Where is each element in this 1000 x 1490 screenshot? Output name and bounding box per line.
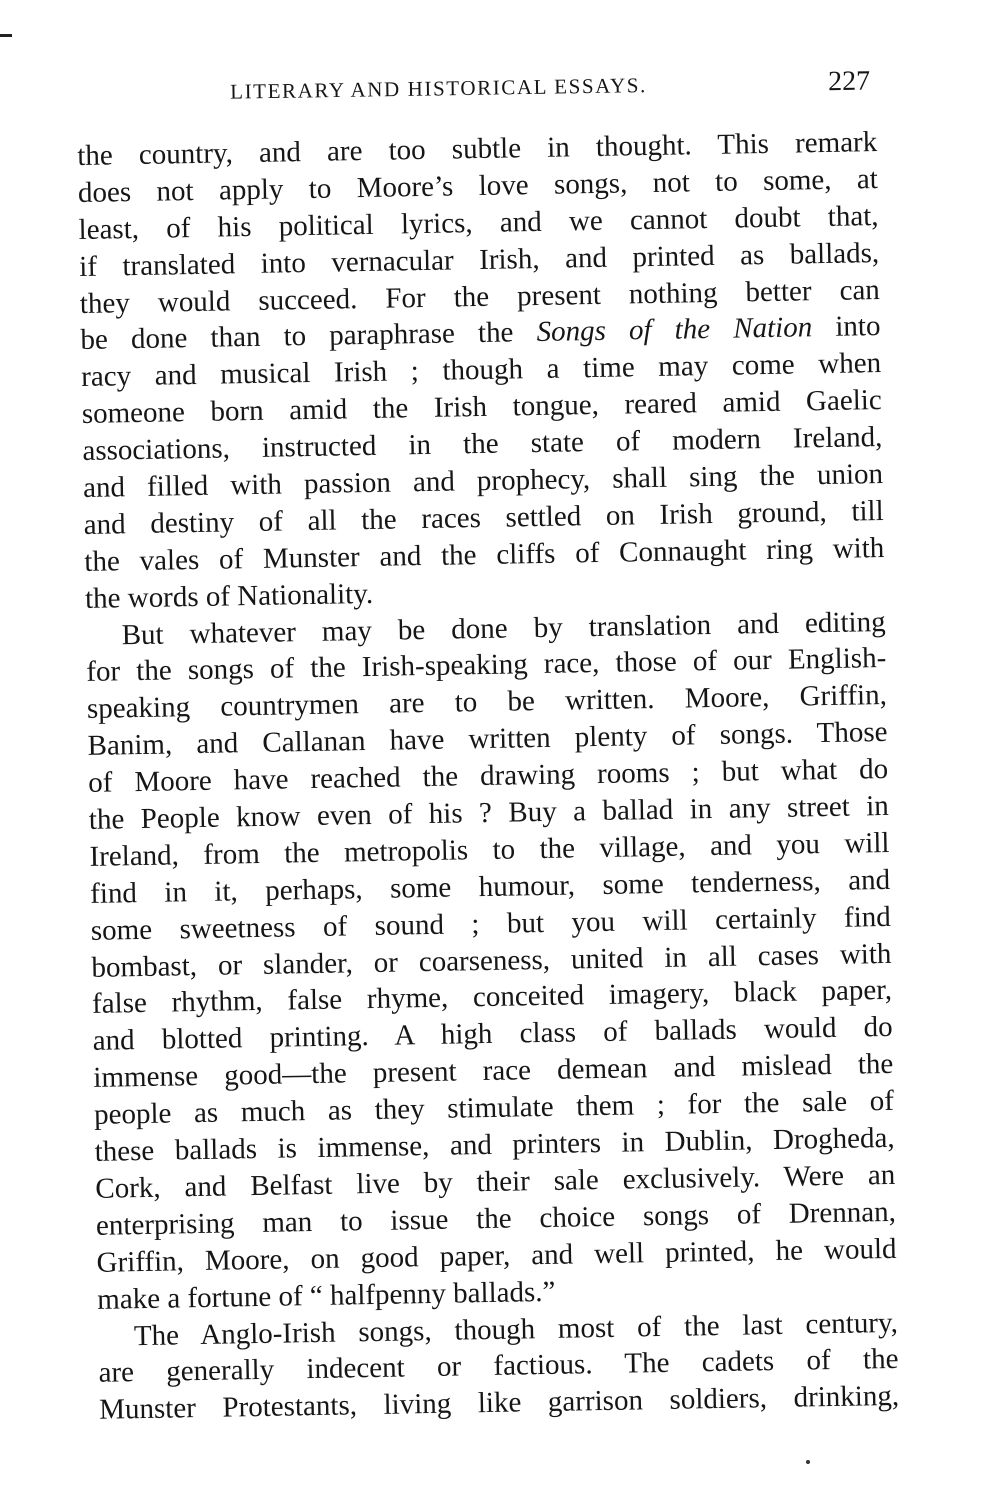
text-line: the People know even of his ? Buy a ballad in any street in [88,789,890,836]
page-number: 227 [827,65,871,98]
page-header [80,65,881,122]
line-text: be done than to paraphrase the [80,316,537,357]
running-title: LITERARY AND HISTORICAL ESSAYS. [229,73,648,104]
text-line: some sweetness of sound ; but you will certainly find [90,900,891,947]
text-line: and filled with passion and prophecy, shall sing the union [82,458,884,504]
text-line: if translated into vernacular Irish, and printed as ballads, [78,236,880,283]
text-line: the words of Nationality. [84,577,374,615]
text-line: false rhythm, false rhyme, conceited imagery, black paper, [91,974,893,1021]
text-line: and destiny of all the races settled on Irish ground, till [83,494,884,541]
print-speck [806,1460,810,1464]
text-line: for the songs of the Irish-speaking race, those of our English- [86,642,887,689]
italic-title: Songs of the Nation [536,311,813,349]
text-line: Griffin, Moore, on good paper, and well printed, he would [96,1232,897,1279]
text-line: and blotted printing. A high class of ballads would do [92,1011,893,1058]
text-line: find in it, perhaps, some humour, some tenderness, and [89,863,891,910]
text-line: make a fortune of “ halfpenny ballads.” [96,1275,556,1316]
text-line: But whatever may be done by translation and editing [121,605,886,651]
text-line: someone born amid the Irish tongue, reared amid Gaelic [81,384,882,431]
text-line: the country, and are too subtle in thought. This remark [77,126,878,172]
body-text [77,124,899,1429]
text-line: these ballads is immense, and printers in Dublin, Drogheda, [94,1121,895,1168]
text-line: people as much as they stimulate them ; for the sale of [93,1085,895,1132]
text-line: Ireland, from the metropolis to the village, and you will [89,826,890,873]
text-line: The Anglo-Irish songs, though most of the last century, [133,1306,899,1352]
text-line: they would succeed. For the present nothing better can [79,273,881,320]
text-line: the vales of Munster and the cliffs of Connaught ring with [84,531,885,578]
text-line: bombast, or slander, or coarseness, united in all cases with [91,937,892,984]
text-line: associations, instructed in the state of modern Ireland, [82,421,883,468]
text-line: enterprising man to issue the choice songs of Drennan, [95,1195,897,1242]
text-line: of Moore have reached the drawing rooms ; but what do [87,753,889,800]
text-line: does not apply to Moore’s love songs, not to some, at [77,162,879,209]
text-line: Munster Protestants, living like garrison soldiers, drinking, [98,1380,900,1427]
text-line: least, of his political lyrics, and we cannot doubt that, [78,199,879,246]
text-line: racy and musical Irish ; though a time may come when [80,347,882,394]
text-line: Cork, and Belfast live by their sale exclusively. Were an [95,1158,896,1205]
line-text: into [811,310,881,344]
text-line: Banim, and Callanan have written plenty of songs. Those [87,716,888,763]
text-line: immense good—the present race demean and mislead the [93,1048,894,1095]
scan-edge-mark [0,34,12,37]
text-line: are generally indecent or factious. The cadets of the [98,1343,899,1390]
text-line: speaking countrymen are to be written. Moore, Griffin, [86,679,888,726]
